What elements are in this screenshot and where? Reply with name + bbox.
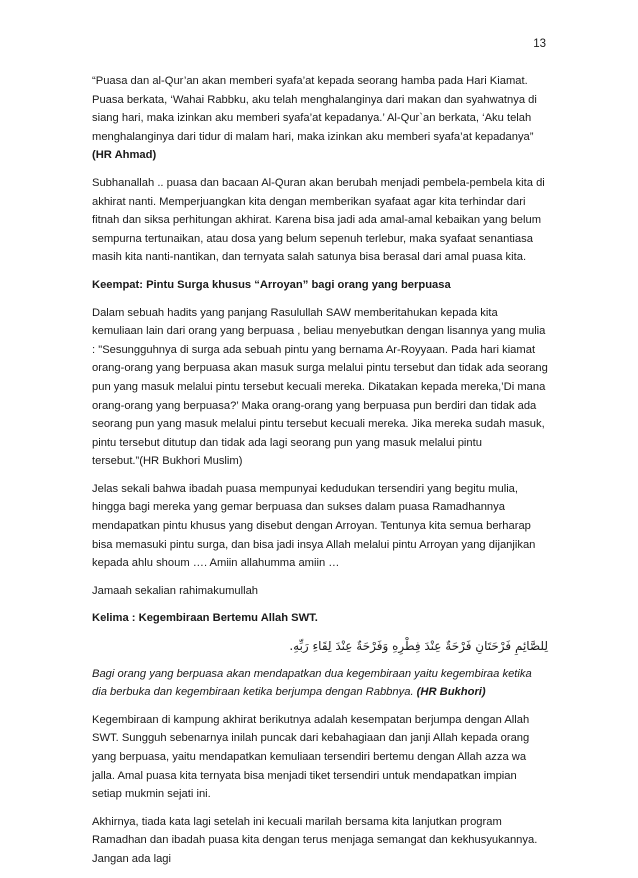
document-body [92, 72, 548, 878]
section-heading-kelima: Kelima : Kegembiraan Bertemu Allah SWT. [92, 612, 318, 625]
arroyan-explanation-paragraph: Jelas sekali bahwa ibadah puasa mempunyai kedudukan tersendiri yang begitu mulia, hingga bagi mereka yang gemar berpuasa dan sukses dalam puasa Ramadhannya mendapatkan pintu khusus yang disebut dengan Arroyan. Tentunya kita semua berharap bisa memasuki pintu surga, dan bisa jadi insya Allah melalui pintu Arroyan yang dijanjikan kepada ahlu shoum …. Amiin allahumma amiin … [92, 482, 536, 570]
translation-source: (HR Bukhori) [416, 686, 486, 699]
arroyan-hadith-paragraph: Dalam sebuah hadits yang panjang Rasulullah SAW memberitahukan kepada kita kemuliaan lain dari orang yang berpuasa , beliau menyebutkan dengan lisannya yang mulia : "Sesungguhnya di surga ada sebuah pintu yang bernama Ar-Royyaan. Pada hari kiamat orang-orang yang berpuasa akan masuk surga melalui pintu tersebut dan tidak ada seorang pun yang masuk melalui pintu tersebut kecuali mereka. Dikatakan kepada mereka,’Di mana orang-orang yang berpuasa?’ Maka orang-orang yang berpuasa pun berdiri dan tidak ada seorang pun yang masuk melalui pintu tersebut kecuali mereka. Jika mereka sudah masuk, pintu tersebut ditutup dan tidak ada lagi seorang pun yang masuk melalui pintu tersebut.”(HR Bukhori Muslim) [92, 306, 548, 468]
section-heading-keempat: Keempat: Pintu Surga khusus “Arroyan” bagi orang yang berpuasa [92, 278, 451, 291]
page-number: 13 [533, 38, 546, 50]
hadith-source: (HR Ahmad) [92, 149, 157, 162]
subhanallah-paragraph: Subhanallah .. puasa dan bacaan Al-Quran akan berubah menjadi pembela-pembela kita di akhirat nanti. Memperjuangkan kita dengan memberikan syafaat agar kita terhindar dari fitnah dan siksa perhitungan akhirat. Karena bisa jadi ada amal-amal kebaikan yang belum sempurna tertunaikan, atau dosa yang belum sepenuh terlebur, maka syafaat senantiasa masih kita nanti-nantikan, dan ternyata salah satunya bisa berasal dari amal puasa kita. [92, 176, 545, 264]
hadith-quote-text: “Puasa dan al-Qur’an akan memberi syafa’at kepada seorang hamba pada Hari Kiamat. Puasa berkata, ‘Wahai Rabbku, aku telah menghalanginya dari makan dan syahwatnya di siang hari, maka izinkan aku memberi syafa’at kepadanya.’ Al-Qur`an berkata, ‘Aku telah menghalanginya dari tidur di malam hari, maka izinkan aku memberi syafa’at kepadanya” [92, 75, 537, 143]
hadith-quote-paragraph [92, 72, 548, 165]
translation-text: Bagi orang yang berpuasa akan mendapatkan dua kegembiraan yaitu kegembiraa ketika dia berbuka dan kegembiraan ketika berjumpa dengan Rabbnya. [92, 667, 532, 699]
kegembiraan-paragraph: Kegembiraan di kampung akhirat berikutnya adalah kesempatan berjumpa dengan Allah SWT. Sungguh sebenarnya inilah puncak dari kebahagiaan dan janji Allah kepada orang yang berpuasa, yaitu mendapatkan kemuliaan tersendiri bertemu dengan Allah azza wa jalla. Amal puasa kita ternyata bisa menjadi tiket tersendiri untuk mendapatkan impian setiap mukmin sejati ini. [92, 713, 530, 801]
jamaah-greeting: Jamaah sekalian rahimakumullah [92, 584, 259, 597]
arabic-hadith-text: لِلصَّائِمِ فَرْحَتَانِ فَرْحَةٌ عِنْدَ فِطْرِهِ وَفَرْحَةٌ عِنْدَ لِقَاءِ رَبِّهِ. [289, 639, 548, 654]
closing-paragraph: Akhirnya, tiada kata lagi setelah ini kecuali marilah bersama kita lanjutkan program Ramadhan dan ibadah puasa kita dengan terus menjaga semangat dan kekhusyukannya. Jangan ada lagi [92, 815, 538, 865]
translation-paragraph [92, 665, 548, 702]
